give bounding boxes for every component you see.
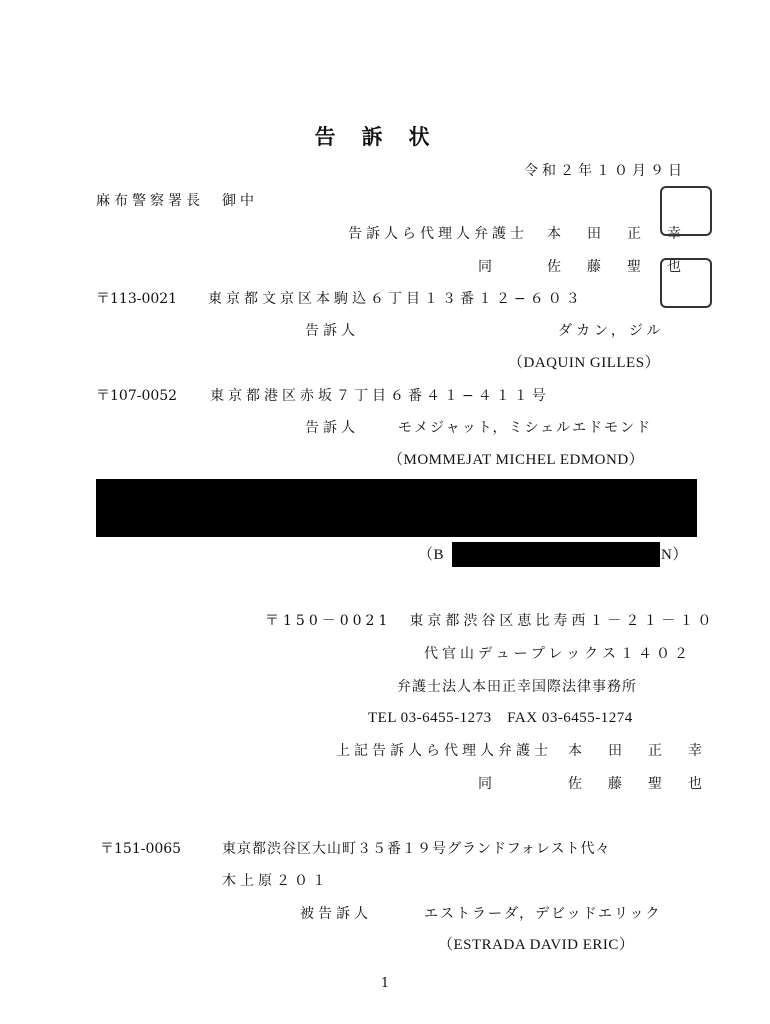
addressee: 麻布警察署長 御中 [96, 193, 258, 209]
complainant-2-name-latin: （MOMMEJAT MICHEL EDMOND） [388, 452, 645, 468]
complainant-3-name-prefix: （B [418, 547, 445, 563]
agent-2-name: 佐 藤 聖 也 [547, 259, 687, 275]
office-building: 代官山デュープレックス１４０２ [424, 646, 693, 662]
complainant-1-address: 東京都文京区本駒込６丁目１３番１２−６０３ [208, 291, 584, 307]
accused-name-latin: （ESTRADA DAVID ERIC） [438, 937, 635, 953]
complainant-1-name-kana: ダカン，ジル [558, 323, 665, 339]
page-number: 1 [380, 976, 390, 991]
complainant-2-postal: 〒107-0052 [96, 388, 178, 404]
office-tel-fax: TEL 03-6455-1273 FAX 03-6455-1274 [368, 710, 633, 726]
document-date: 令和２年１０月９日 [524, 163, 686, 179]
complainant-2-address: 東京都港区赤坂７丁目６番４１−４１１号 [210, 388, 550, 404]
complainant-1-role: 告訴人 [305, 323, 359, 339]
office-agent-1-name: 本 田 正 幸 [568, 743, 708, 759]
complainant-2-name-kana: モメジャット，ミシェルエドモンド [398, 420, 653, 436]
agent-line-label: 告訴人ら代理人弁護士 [348, 226, 528, 242]
office-postal-address: 〒150－0021 東京都渋谷区恵比寿西１－２１－１０ [265, 613, 716, 629]
complainant-1-name-latin: （DAQUIN GILLES） [508, 355, 661, 371]
agent-2-label: 同 [478, 259, 492, 275]
redacted-name [452, 542, 660, 567]
office-agent-2-name: 佐 藤 聖 也 [568, 776, 708, 792]
accused-postal: 〒151-0065 [100, 841, 182, 857]
attorney-seal-2 [660, 258, 712, 308]
complainant-3-name-suffix: N） [661, 547, 688, 563]
office-firm: 弁護士法人本田正幸国際法律事務所 [397, 679, 637, 695]
agent-1-name: 本 田 正 幸 [547, 226, 687, 242]
office-agent-2-label: 同 [478, 776, 492, 792]
attorney-seal-1 [660, 186, 712, 236]
complainant-2-role: 告訴人 [305, 420, 359, 436]
accused-role: 被告訴人 [300, 906, 372, 922]
accused-name-kana: エストラーダ，デビッドエリック [424, 906, 662, 922]
complainant-1-postal: 〒113-0021 [96, 291, 178, 307]
accused-address-line1: 東京都渋谷区大山町３５番１９号グランドフォレスト代々 [222, 841, 611, 857]
redacted-block [96, 479, 697, 537]
document-title: 告訴状 [314, 124, 456, 149]
accused-address-line2: 木上原２０１ [222, 873, 330, 889]
office-agent-label: 上記告訴人ら代理人弁護士 [336, 743, 552, 759]
